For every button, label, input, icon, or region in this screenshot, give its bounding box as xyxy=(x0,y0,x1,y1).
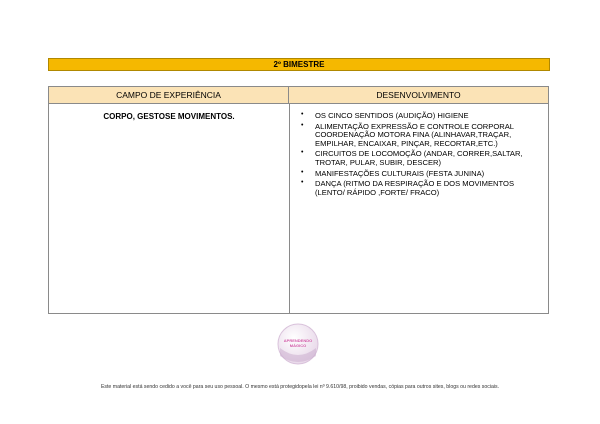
desenvolvimento-list xyxy=(299,112,544,199)
list-item-text: MANIFESTAÇÕES CULTURAIS (FESTA JUNINA) xyxy=(315,168,485,178)
experience-table xyxy=(48,86,549,314)
bullet-icon: • xyxy=(301,149,304,157)
logo-line-1: APRENDENDO xyxy=(283,338,313,343)
campo-cell: CORPO, GESTOSE MOVIMENTOS. xyxy=(103,112,235,121)
bullet-icon: • xyxy=(301,111,304,118)
header-campo-experiencia: CAMPO DE EXPERIÊNCIA xyxy=(49,87,289,103)
list-item-text: ALIMENTAÇÃO EXPRESSÃO E CONTROLE CORPORAL COORDENAÇÃO MOTORA FINA (ALINHAVAR,TRAÇAR, EMPILHAR, ENCAIXAR, PINÇAR, RECORTAR,ETC.) xyxy=(315,121,514,148)
logo-line-2: MÁGICO xyxy=(289,343,307,348)
list-item xyxy=(299,180,544,197)
list-item xyxy=(299,123,544,149)
copyright-footer: Este material está sendo cedido a você para seu uso pessoal. O mesmo está protegidopela lei nº 9.610/98, proibido vendas, cópias para outros sites, blogs ou redes sociais. xyxy=(100,384,500,390)
table-header-row xyxy=(49,87,548,104)
bullet-icon: • xyxy=(301,121,304,129)
bimester-title: 2º BIMESTRE xyxy=(273,60,325,69)
logo-text xyxy=(276,338,320,348)
list-item xyxy=(299,150,544,167)
column-divider xyxy=(289,104,290,313)
list-item-text: CIRCUITOS DE LOCOMOÇÃO (ANDAR, CORRER,SALTAR, TROTAR, PULAR, SUBIR, DESCER) xyxy=(315,149,523,167)
brand-logo xyxy=(276,322,320,366)
list-item-text: DANÇA (RITMO DA RESPIRAÇÃO E DOS MOVIMENTOS (LENTO/ RÁPIDO ,FORTE/ FRACO) xyxy=(315,179,515,197)
header-desenvolvimento: DESENVOLVIMENTO xyxy=(376,90,461,100)
list-item-text: OS CINCO SENTIDOS (AUDIÇÃO) HIGIENE xyxy=(315,111,469,120)
list-item xyxy=(299,112,544,121)
bimester-title-band xyxy=(48,58,550,71)
bullet-icon: • xyxy=(301,179,304,187)
bullet-icon: • xyxy=(301,168,304,176)
list-item xyxy=(299,170,544,179)
